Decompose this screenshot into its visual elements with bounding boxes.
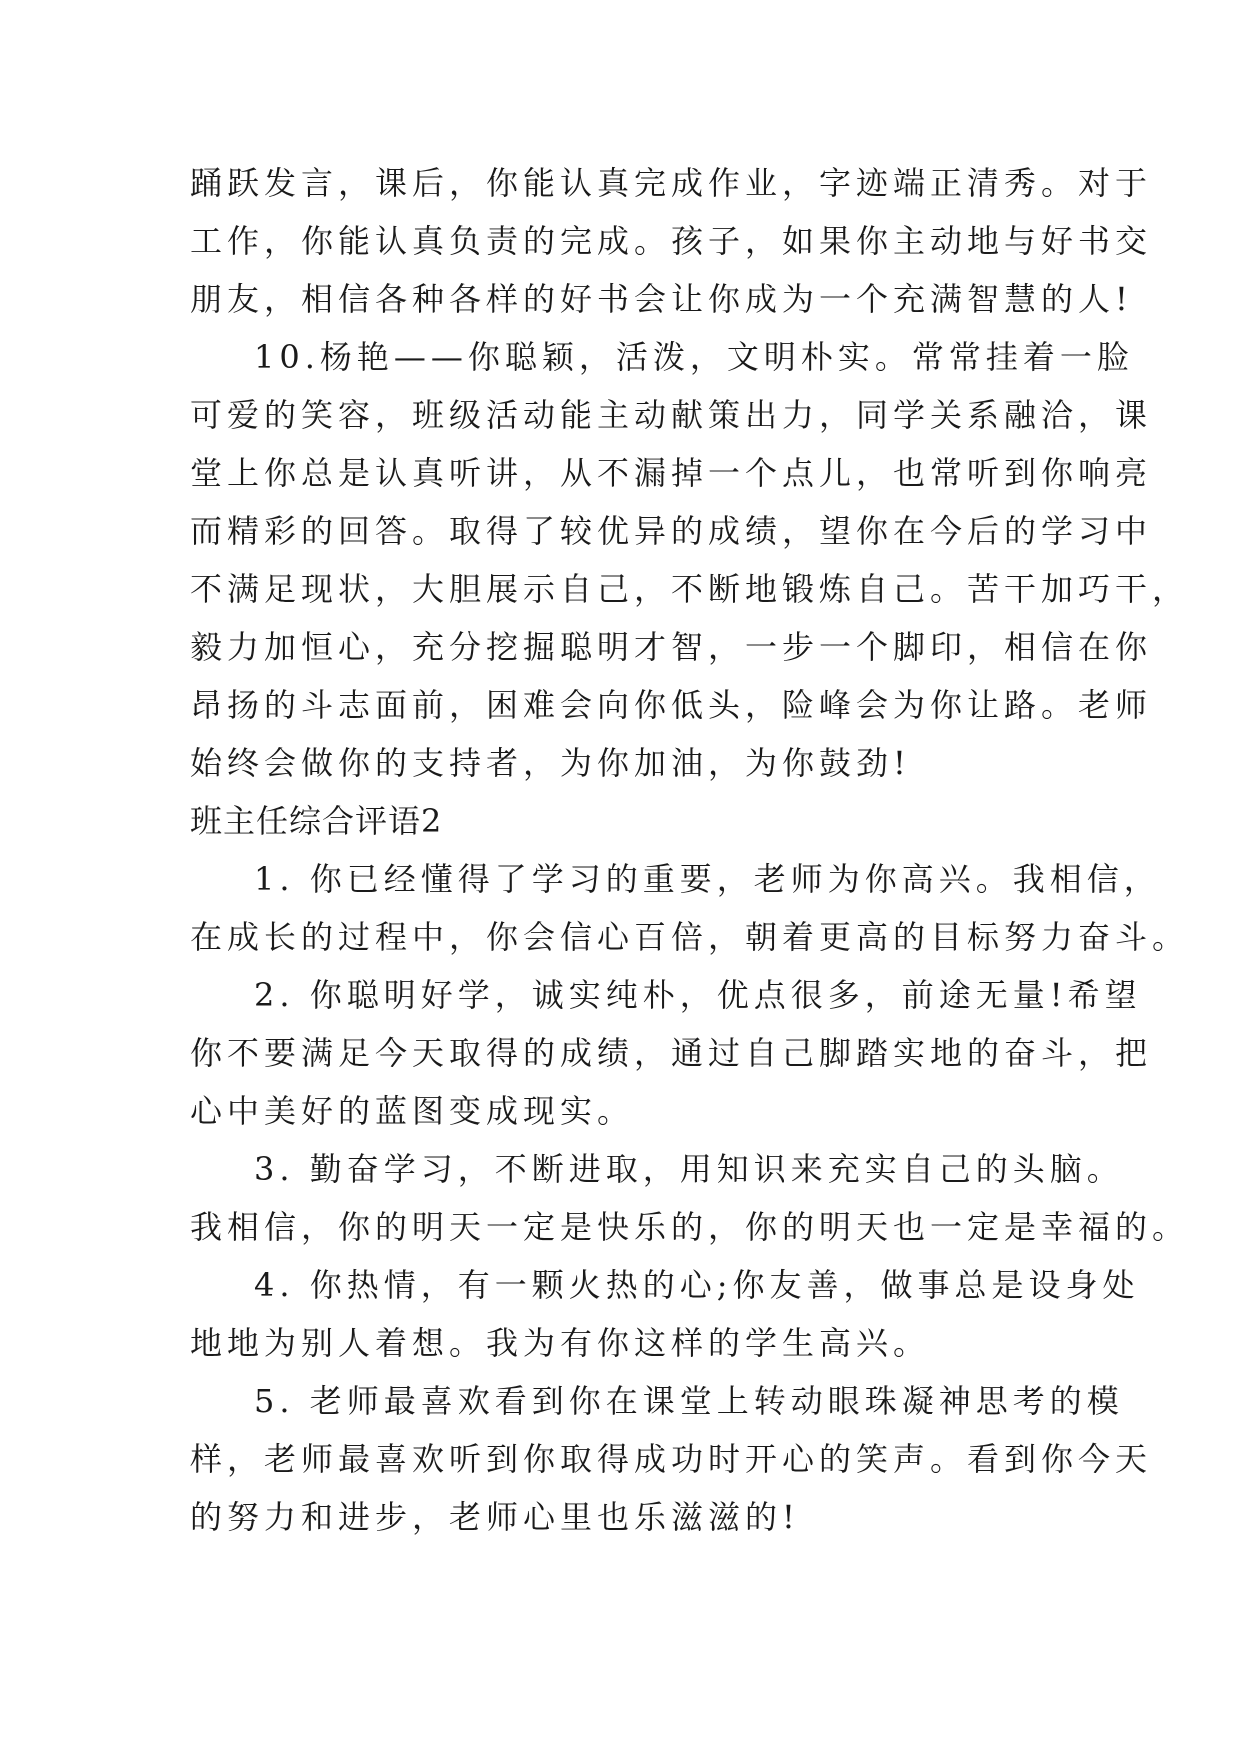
text-line: 可爱的笑容，班级活动能主动献策出力，同学关系融洽，课 <box>190 396 1153 434</box>
text-line: 我相信，你的明天一定是快乐的，你的明天也一定是幸福的。 <box>190 1208 1190 1246</box>
text-line: 而精彩的回答。取得了较优异的成绩，望你在今后的学习中 <box>190 512 1153 550</box>
text-line: 4. 你热情，有一颗火热的心;你友善，做事总是设身处 <box>254 1266 1140 1304</box>
text-line: 3. 勤奋学习，不断进取，用知识来充实自己的头脑。 <box>254 1150 1124 1188</box>
text-line: 10.杨艳——你聪颖，活泼，文明朴实。常常挂着一脸 <box>254 338 1134 376</box>
text-line: 在成长的过程中，你会信心百倍，朝着更高的目标努力奋斗。 <box>190 918 1190 956</box>
text-line: 心中美好的蓝图变成现实。 <box>190 1092 635 1130</box>
text-line: 地地为别人着想。我为有你这样的学生高兴。 <box>190 1324 931 1362</box>
document-body <box>190 154 1190 1546</box>
text-line: 5. 老师最喜欢看到你在课堂上转动眼珠凝神思考的模 <box>254 1382 1124 1420</box>
text-line: 工作，你能认真负责的完成。孩子，如果你主动地与好书交 <box>190 222 1153 260</box>
text-line: 样，老师最喜欢听到你取得成功时开心的笑声。看到你今天 <box>190 1440 1153 1478</box>
text-line: 2. 你聪明好学，诚实纯朴，优点很多，前途无量!希望 <box>254 976 1142 1014</box>
text-line: 毅力加恒心，充分挖掘聪明才智，一步一个脚印，相信在你 <box>190 628 1153 666</box>
section-heading: 班主任综合评语2 <box>190 802 443 840</box>
text-line: 的努力和进步，老师心里也乐滋滋的! <box>190 1498 800 1536</box>
text-line: 不满足现状，大胆展示自己，不断地锻炼自己。苦干加巧干， <box>190 570 1190 608</box>
text-line: 1. 你已经懂得了学习的重要，老师为你高兴。我相信， <box>254 860 1161 898</box>
text-line: 堂上你总是认真听讲，从不漏掉一个点儿，也常听到你响亮 <box>190 454 1153 492</box>
text-line: 朋友，相信各种各样的好书会让你成为一个充满智慧的人! <box>190 280 1133 318</box>
text-line: 踊跃发言，课后，你能认真完成作业，字迹端正清秀。对于 <box>190 164 1153 202</box>
text-line: 你不要满足今天取得的成绩，通过自己脚踏实地的奋斗，把 <box>190 1034 1153 1072</box>
text-line: 昂扬的斗志面前，困难会向你低头，险峰会为你让路。老师 <box>190 686 1153 724</box>
text-line: 始终会做你的支持者，为你加油，为你鼓劲! <box>190 744 911 782</box>
